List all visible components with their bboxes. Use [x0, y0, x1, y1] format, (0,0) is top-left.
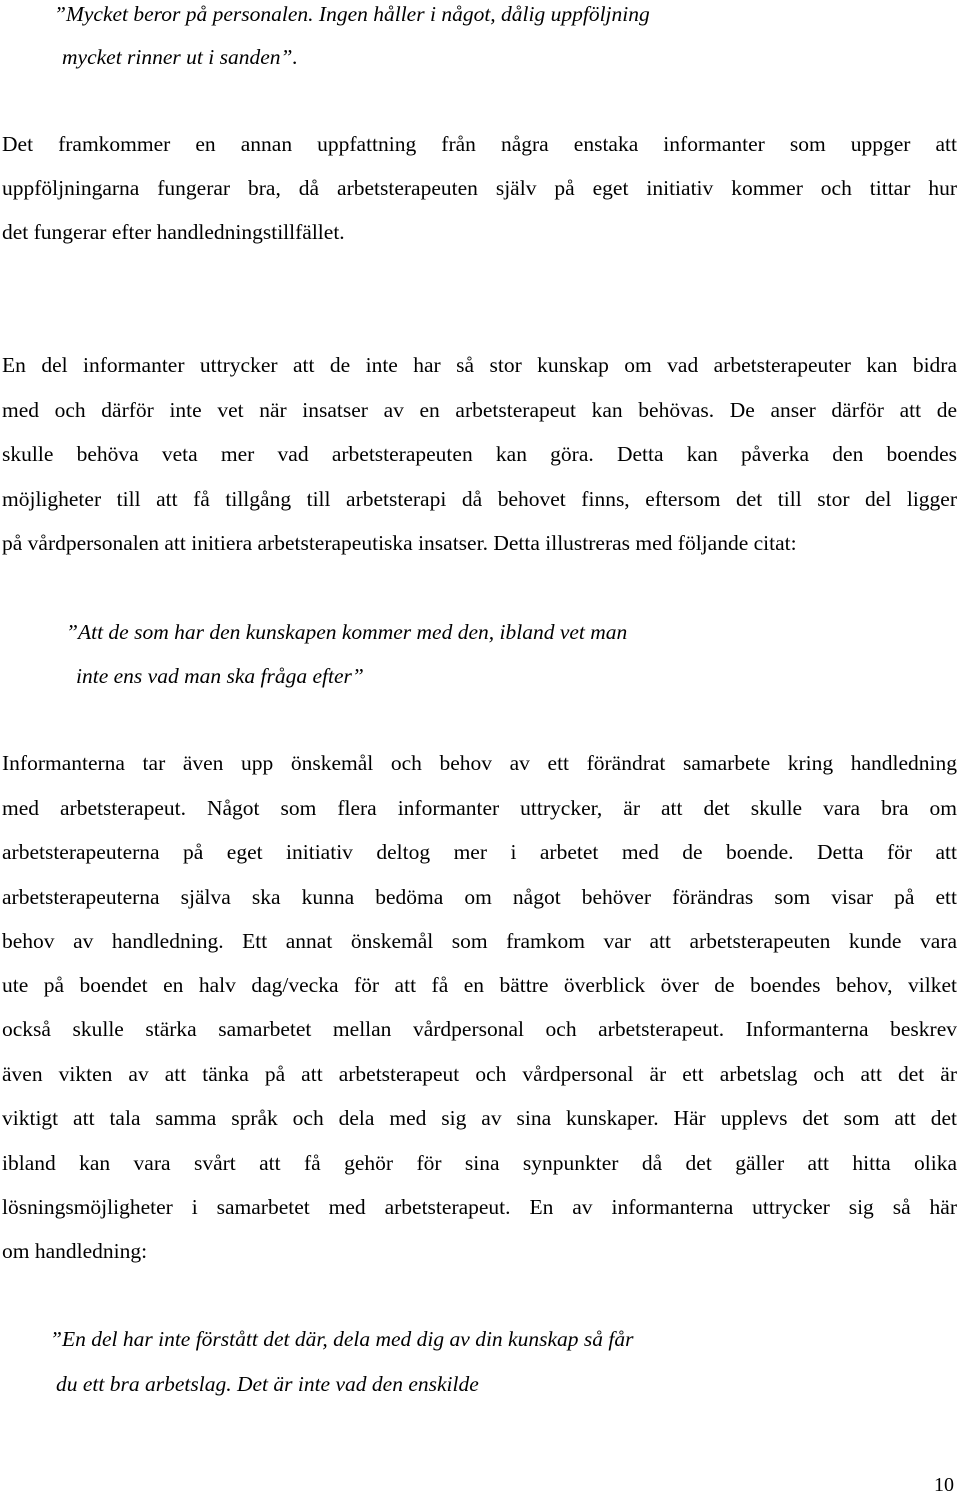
- paragraph-line: Det framkommer en annan uppfattning från några enstaka informanter som uppger att: [2, 132, 957, 156]
- paragraph-line: ute på boendet en halv dag/vecka för att få en bättre överblick över de boendes behov, vilket: [2, 973, 957, 997]
- page-number: 10: [934, 1474, 954, 1496]
- quote-line: ”Att de som har den kunskapen kommer med den, ibland vet man: [66, 620, 628, 644]
- paragraph-line: En del informanter uttrycker att de inte har så stor kunskap om vad arbetsterapeuter kan bidra: [2, 353, 957, 377]
- quote-line: inte ens vad man ska fråga efter”: [76, 664, 364, 688]
- quote-line: ”Mycket beror på personalen. Ingen håller i något, dålig uppföljning: [54, 2, 650, 26]
- paragraph-line: arbetsterapeuterna själva ska kunna bedöma om något behöver förändras som visar på ett: [2, 885, 957, 909]
- paragraph-line: om handledning:: [2, 1239, 148, 1263]
- paragraph-line: Informanterna tar även upp önskemål och behov av ett förändrat samarbete kring handledning: [2, 751, 957, 775]
- paragraph-line: med och därför inte vet när insatser av en arbetsterapeut kan behövas. De anser därför att de: [2, 398, 957, 422]
- paragraph-line: även vikten av att tänka på att arbetsterapeut och vårdpersonal är ett arbetslag och att det är: [2, 1062, 957, 1086]
- quote-line: ”En del har inte förstått det där, dela med dig av din kunskap så får: [50, 1327, 634, 1351]
- paragraph-line: ibland kan vara svårt att få gehör för sina synpunkter då det gäller att hitta olika: [2, 1151, 957, 1175]
- paragraph-line: möjligheter till att få tillgång till arbetsterapi då behovet finns, eftersom det till stor del ligger: [2, 487, 957, 511]
- paragraph-line: skulle behöva veta mer vad arbetsterapeuten kan göra. Detta kan påverka den boendes: [2, 442, 957, 466]
- paragraph-line: lösningsmöjligheter i samarbetet med arbetsterapeut. En av informanterna uttrycker sig så här: [2, 1195, 957, 1219]
- quote-line: du ett bra arbetslag. Det är inte vad den enskilde: [56, 1372, 479, 1396]
- paragraph-line: det fungerar efter handledningstillfället.: [2, 220, 345, 244]
- paragraph-line: på vårdpersonalen att initiera arbetsterapeutiska insatser. Detta illustreras med följande citat:: [2, 531, 797, 555]
- paragraph-line: uppföljningarna fungerar bra, då arbetsterapeuten själv på eget initiativ kommer och tittar hur: [2, 176, 957, 200]
- paragraph-line: också skulle stärka samarbetet mellan vårdpersonal och arbetsterapeut. Informanterna beskrev: [2, 1017, 957, 1041]
- quote-line: mycket rinner ut i sanden”.: [62, 45, 298, 69]
- paragraph-line: arbetsterapeuterna på eget initiativ deltog mer i arbetet med de boende. Detta för att: [2, 840, 957, 864]
- paragraph-line: med arbetsterapeut. Något som flera informanter uttrycker, är att det skulle vara bra om: [2, 796, 957, 820]
- paragraph-line: viktigt att tala samma språk och dela med sig av sina kunskaper. Här upplevs det som att det: [2, 1106, 957, 1130]
- paragraph-line: behov av handledning. Ett annat önskemål som framkom var att arbetsterapeuten kunde vara: [2, 929, 957, 953]
